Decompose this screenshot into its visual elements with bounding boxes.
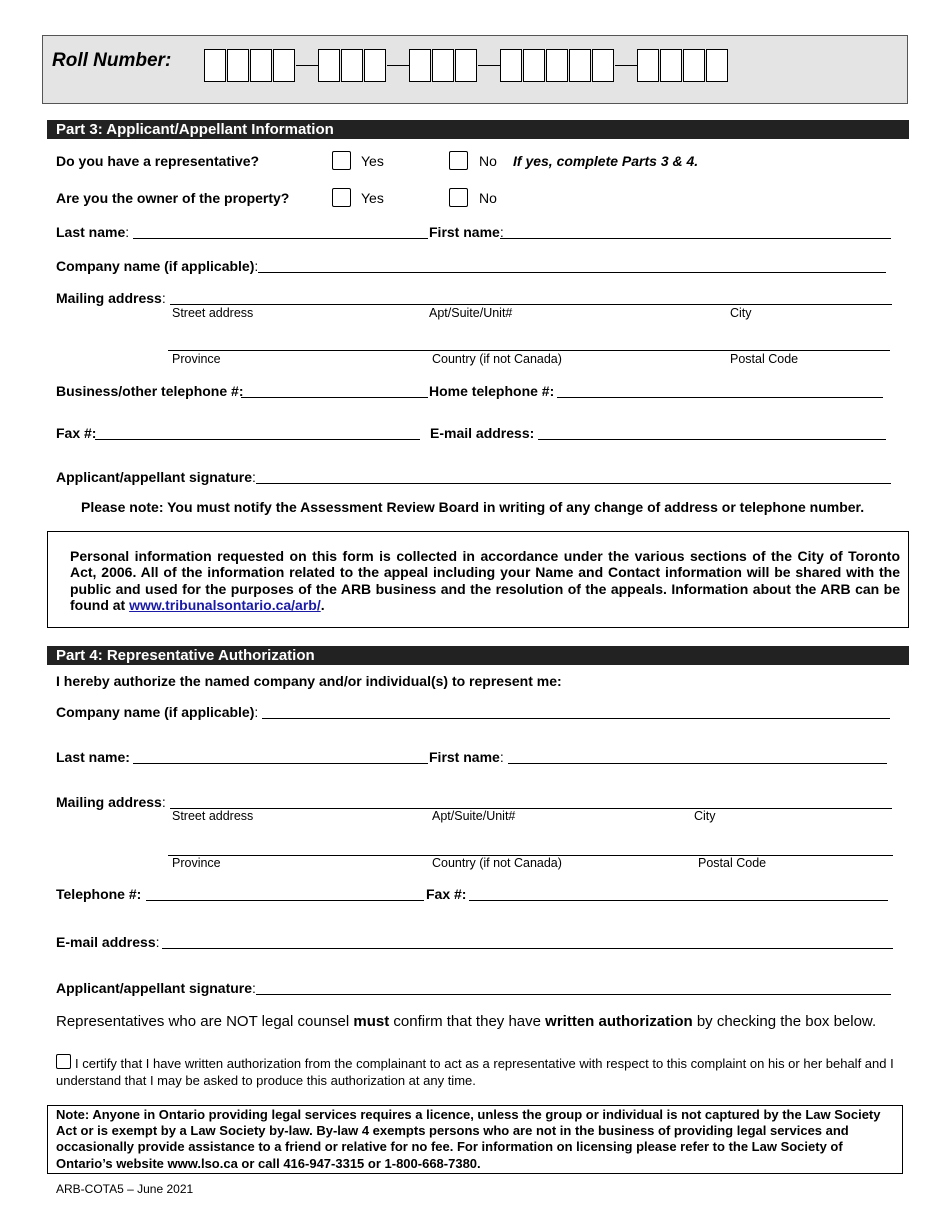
p4-last-name-label: Last name:	[56, 749, 130, 765]
tribunals-ontario-link[interactable]: www.tribunalsontario.ca/arb/	[129, 596, 321, 613]
p4-signature-label: Applicant/appellant signature	[56, 980, 253, 996]
roll-number-separator	[387, 65, 409, 66]
p3-fax-field[interactable]	[95, 439, 420, 440]
rep-written-emphasis: written authorization	[545, 1013, 693, 1030]
roll-number-cell[interactable]	[341, 49, 363, 82]
p3-signature-label: Applicant/appellant signature	[56, 469, 253, 485]
p3-street-caption: Street address	[172, 306, 254, 320]
authorize-statement: I hereby authorize the named company and/or individual(s) to represent me:	[56, 673, 562, 689]
p3-home-tel-label: Home telephone #:	[429, 383, 555, 399]
owner-question: Are you the owner of the property?	[56, 190, 290, 206]
rep-text-b: confirm that they have	[389, 1013, 546, 1030]
roll-number-cell[interactable]	[660, 49, 682, 82]
part4-header: Part 4: Representative Authorization	[47, 646, 909, 665]
roll-number-cell[interactable]	[364, 49, 386, 82]
p3-business-tel-label: Business/other telephone #:	[56, 383, 244, 399]
p3-first-name-label: First name	[429, 224, 500, 240]
p4-apt-caption: Apt/Suite/Unit#	[432, 809, 516, 823]
p4-first-name-field[interactable]	[508, 763, 887, 764]
roll-number-cell[interactable]	[227, 49, 249, 82]
roll-number-cell[interactable]	[500, 49, 522, 82]
owner-yes-checkbox[interactable]	[332, 188, 351, 207]
p3-company-label: Company name (if applicable)	[56, 258, 255, 274]
roll-number-cell[interactable]	[546, 49, 568, 82]
p3-country-caption: Country (if not Canada)	[432, 352, 562, 366]
certify-statement	[56, 1054, 896, 1089]
p3-email-label: E-mail address:	[430, 425, 535, 441]
p4-city-caption: City	[694, 809, 716, 823]
p3-apt-caption: Apt/Suite/Unit#	[429, 306, 513, 320]
roll-number-separator	[615, 65, 637, 66]
roll-number-cell[interactable]	[250, 49, 272, 82]
roll-number-cell[interactable]	[409, 49, 431, 82]
roll-number-separator	[296, 65, 318, 66]
p4-telephone-field[interactable]	[146, 900, 424, 901]
p3-first-name-field[interactable]	[500, 238, 891, 239]
p3-fax-label: Fax #:	[56, 425, 97, 441]
p4-email-field[interactable]	[162, 948, 893, 949]
roll-number-cell[interactable]	[706, 49, 728, 82]
roll-number-cell[interactable]	[318, 49, 340, 82]
p4-telephone-label: Telephone #:	[56, 886, 142, 902]
p4-fax-field[interactable]	[469, 900, 888, 901]
if-yes-note: If yes, complete Parts 3 & 4.	[513, 153, 699, 169]
p4-first-name-label: First name	[429, 749, 500, 765]
owner-no-checkbox[interactable]	[449, 188, 468, 207]
p3-business-tel-field[interactable]	[241, 397, 428, 398]
representative-instruction	[56, 1013, 896, 1030]
p3-postal-caption: Postal Code	[730, 352, 799, 366]
roll-number-cell[interactable]	[273, 49, 295, 82]
owner-yes-label: Yes	[361, 190, 384, 206]
roll-number-cell[interactable]	[523, 49, 545, 82]
please-note: Please note: You must notify the Assessment Review Board in writing of any change of address or telephone number.	[81, 499, 865, 515]
licence-note: Note: Anyone in Ontario providing legal services requires a licence, unless the group or individual is not captured by the Law Society Act or is exempt by a Law Society by-law. By-law 4 exempts persons who are not in the business of providing legal services and occasionally provide assistance to a friend or relative for no fee. For information on licensing please refer to the Law Society of Ontario’s website www.lso.ca or call 416-947-3315 or 1-800-668-7380.	[56, 1107, 881, 1171]
p3-city-caption: City	[730, 306, 752, 320]
representative-yes-checkbox[interactable]	[332, 151, 351, 170]
roll-number-cell[interactable]	[432, 49, 454, 82]
p3-last-name-label: Last name	[56, 224, 126, 240]
p4-signature-field[interactable]	[256, 994, 891, 995]
p3-signature-field[interactable]	[256, 483, 891, 484]
privacy-notice-end: .	[320, 596, 325, 613]
p3-mailing-line1[interactable]	[170, 304, 892, 305]
roll-number-cell[interactable]	[569, 49, 591, 82]
p3-email-field[interactable]	[538, 439, 886, 440]
p4-province-caption: Province	[172, 856, 221, 870]
roll-number-cell[interactable]	[204, 49, 226, 82]
privacy-notice	[70, 548, 900, 613]
p4-country-caption: Country (if not Canada)	[432, 856, 562, 870]
p4-company-field[interactable]	[262, 718, 890, 719]
p3-mailing-line2[interactable]	[168, 350, 890, 351]
p4-mailing-line1[interactable]	[170, 808, 892, 809]
representative-question: Do you have a representative?	[56, 153, 260, 169]
form-footer: ARB-COTA5 – June 2021	[56, 1182, 194, 1196]
roll-number-cell[interactable]	[455, 49, 477, 82]
p4-email-label: E-mail address	[56, 934, 156, 950]
rep-text-c: by checking the box below.	[692, 1013, 877, 1030]
representative-no-checkbox[interactable]	[449, 151, 468, 170]
representative-yes-label: Yes	[361, 153, 384, 169]
p4-fax-label: Fax #:	[426, 886, 467, 902]
p4-mailing-label: Mailing address	[56, 794, 162, 810]
roll-number-cell[interactable]	[683, 49, 705, 82]
part3-header: Part 3: Applicant/Appellant Information	[47, 120, 909, 139]
certify-checkbox[interactable]	[56, 1054, 71, 1069]
p4-company-label: Company name (if applicable)	[56, 704, 255, 720]
rep-must-emphasis: must	[353, 1013, 390, 1030]
p4-postal-caption: Postal Code	[698, 856, 767, 870]
roll-number-separator	[478, 65, 500, 66]
certify-text: I certify that I have written authorization from the complainant to act as a representative with respect to this complaint on his or her behalf and I understand that I may be asked to produce this authorization at any time.	[56, 1056, 894, 1088]
roll-number-cell[interactable]	[637, 49, 659, 82]
p4-street-caption: Street address	[172, 809, 254, 823]
roll-number-label: Roll Number:	[52, 50, 172, 71]
privacy-notice-text: Personal information requested on this form is collected in accordance under the various sections of the City of Toronto Act, 2006. All of the information related to the appeal including your Name and Contact information will be shared with the public and used for the purposes of the ARB business and the resolution of the appeals. Information about the ARB can be found at	[70, 548, 900, 613]
representative-no-label: No	[479, 153, 497, 169]
rep-text-a: Representatives who are NOT legal counsel	[56, 1013, 354, 1030]
p4-last-name-field[interactable]	[133, 763, 428, 764]
p3-mailing-label: Mailing address	[56, 290, 162, 306]
p3-company-field[interactable]	[258, 272, 886, 273]
p3-last-name-field[interactable]	[133, 238, 428, 239]
p3-home-tel-field[interactable]	[557, 397, 883, 398]
p3-province-caption: Province	[172, 352, 221, 366]
roll-number-cell[interactable]	[592, 49, 614, 82]
owner-no-label: No	[479, 190, 497, 206]
